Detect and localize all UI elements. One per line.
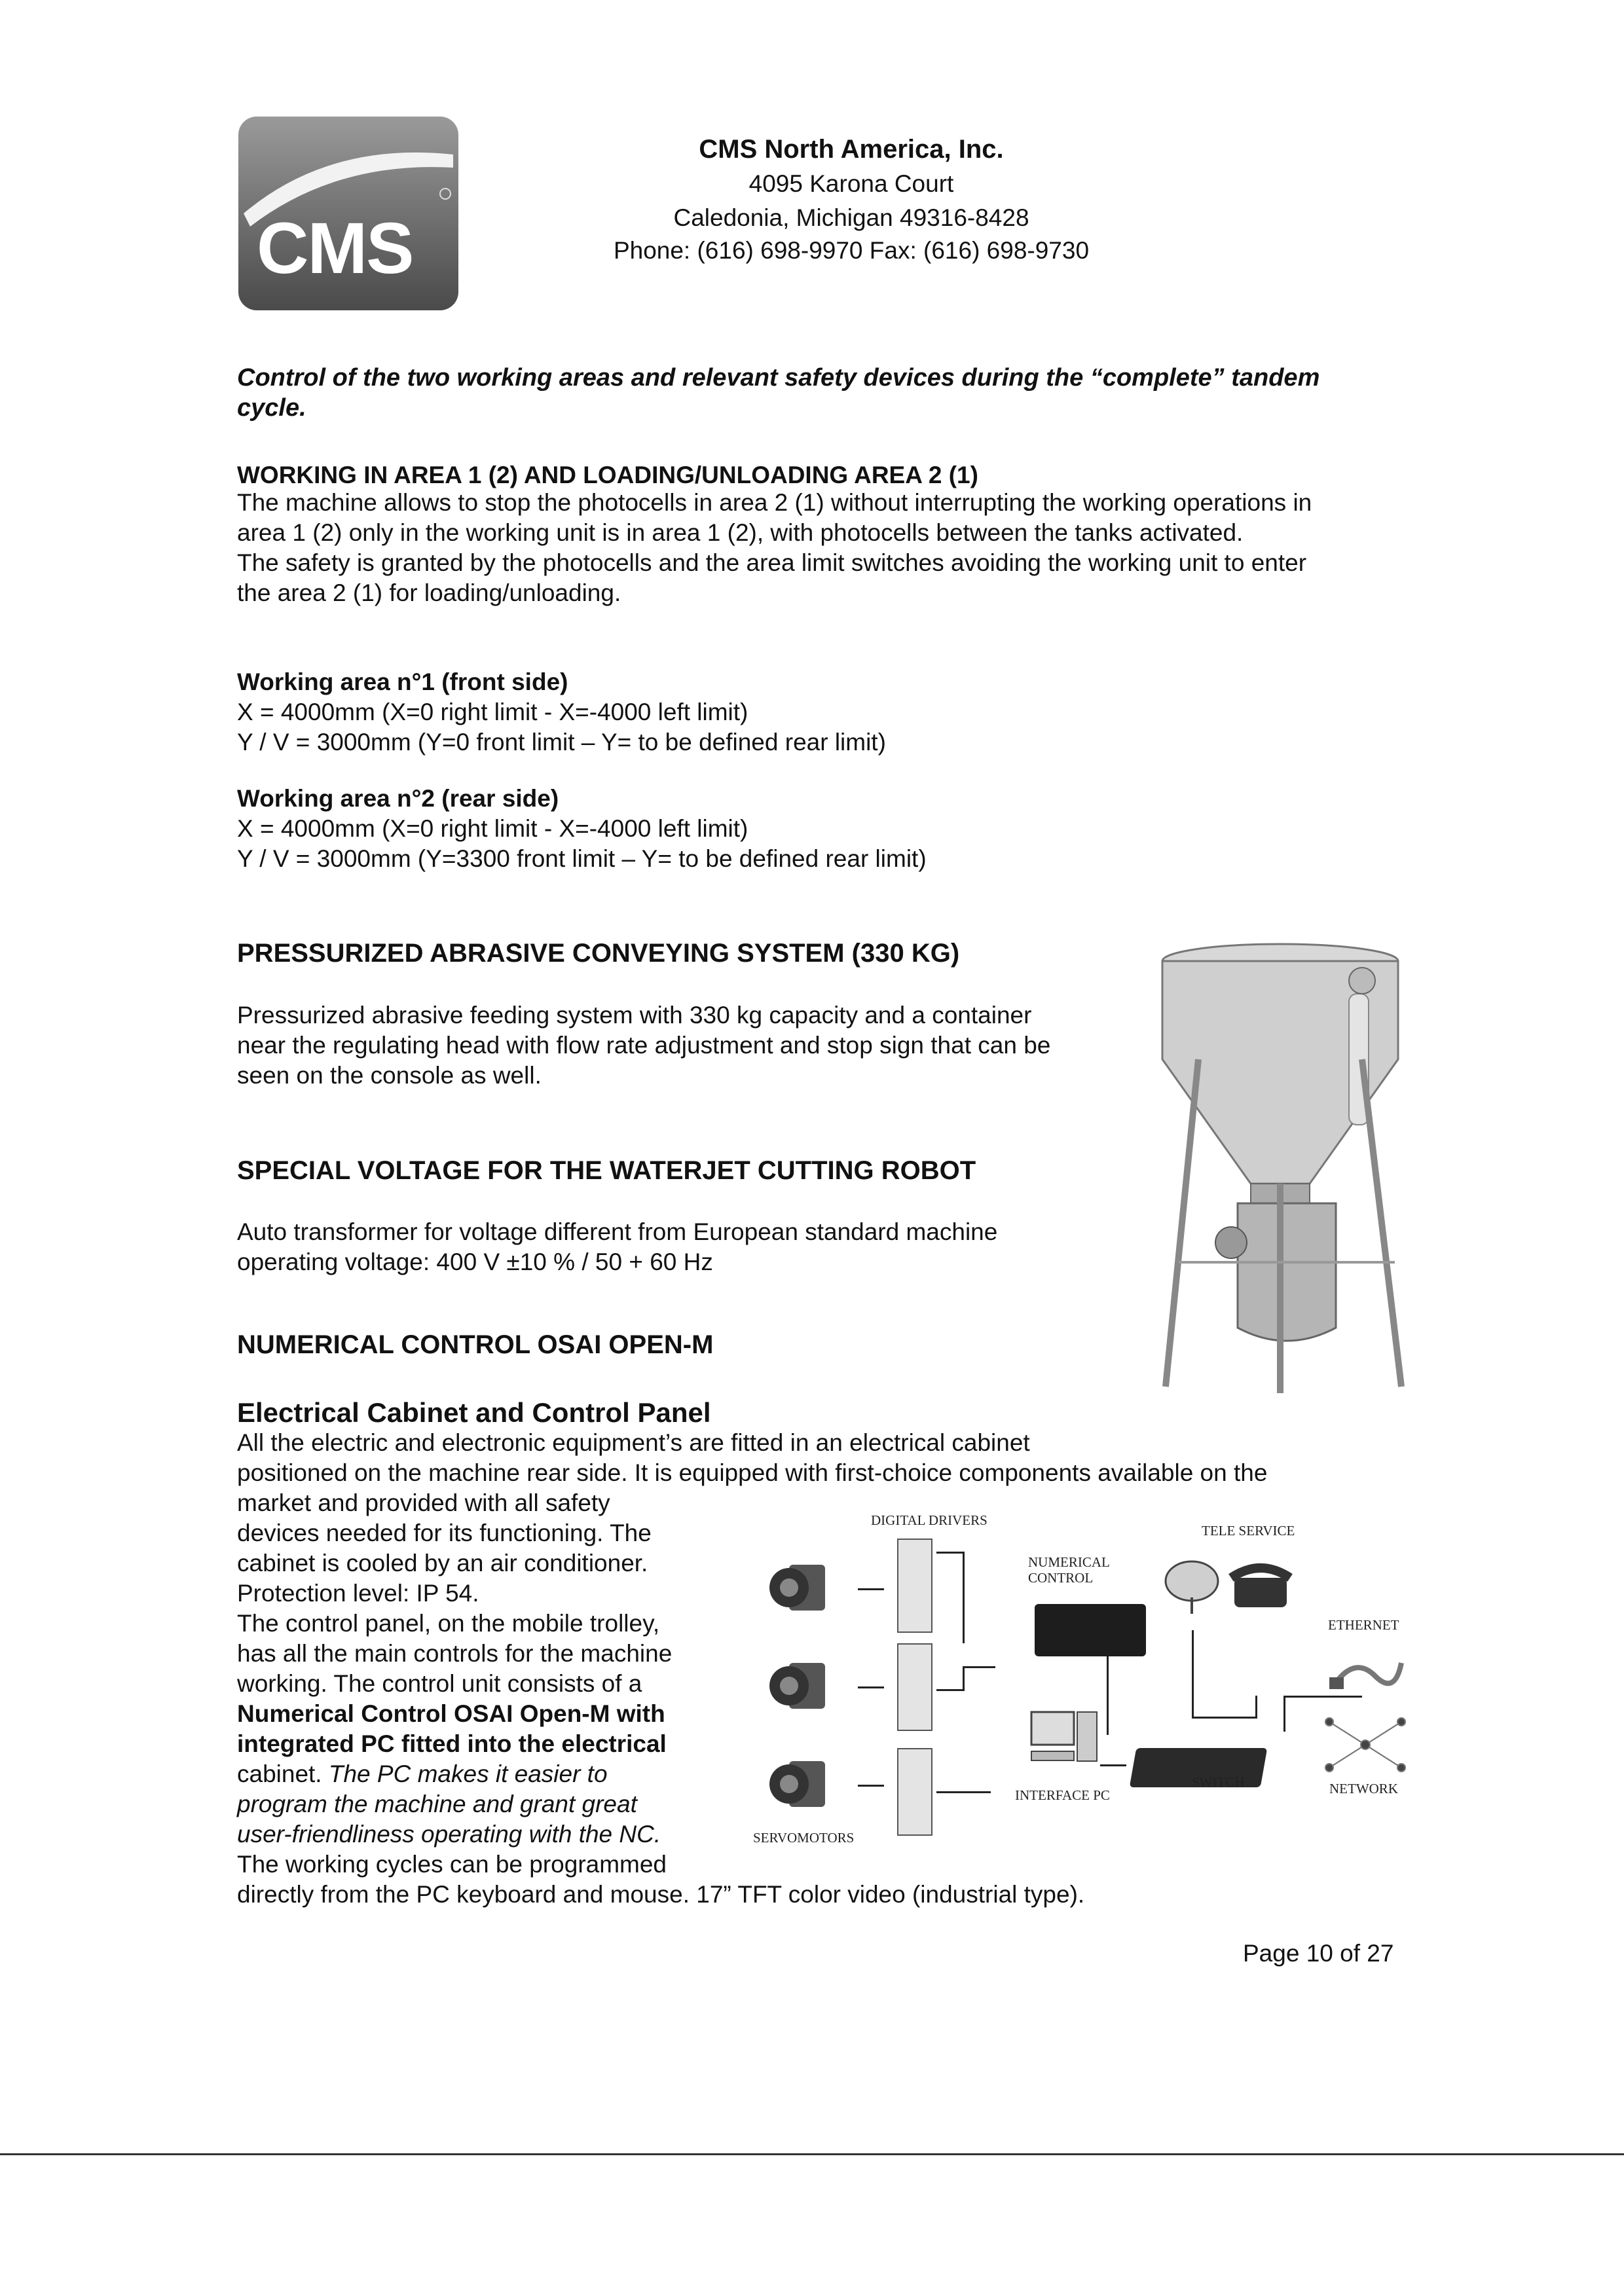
ethernet-cable-icon xyxy=(1329,1643,1408,1702)
ethernet-label: ETHERNET xyxy=(1328,1617,1399,1633)
area2-y: Y / V = 3000mm (Y=3300 front limit – Y= to be defined rear limit) xyxy=(237,845,927,872)
abrasive-heading: PRESSURIZED ABRASIVE CONVEYING SYSTEM (330 KG) xyxy=(237,939,960,968)
working-line-4: the area 2 (1) for loading/unloading. xyxy=(237,579,621,606)
intro-line-1: Control of the two working areas and relevant safety devices during the “complete” tandem xyxy=(237,364,1320,392)
satellite-dish-icon xyxy=(1159,1552,1225,1617)
digital-driver-icon xyxy=(897,1748,932,1836)
logo-text: CMS xyxy=(257,208,413,289)
system-diagram xyxy=(740,1499,1447,1866)
company-address-city: Caledonia, Michigan 49316-8428 xyxy=(673,204,1029,231)
digital-driver-icon xyxy=(897,1539,932,1633)
cabinet-mixed-start: cabinet. xyxy=(237,1760,329,1787)
nc-heading: NUMERICAL CONTROL OSAI OPEN-M xyxy=(237,1330,714,1359)
area2-title: Working area n°2 (rear side) xyxy=(237,785,559,812)
telephone-icon xyxy=(1228,1558,1293,1611)
cabinet-bold-line-1: Numerical Control OSAI Open-M with xyxy=(237,1700,665,1727)
intro-line-2: cycle. xyxy=(237,394,306,422)
abrasive-line-2: near the regulating head with flow rate adjustment and stop sign that can be xyxy=(237,1032,1051,1059)
company-phone-fax: Phone: (616) 698-9970 Fax: (616) 698-9730 xyxy=(613,237,1090,264)
cabinet-line-12 xyxy=(237,1758,608,1789)
cabinet-line-5: cabinet is cooled by an air conditioner. xyxy=(237,1550,648,1576)
cabinet-line-3: market and provided with all safety xyxy=(237,1489,610,1516)
switch-label: SWITCH xyxy=(1192,1774,1245,1790)
abrasive-line-1: Pressurized abrasive feeding system with 330 kg capacity and a container xyxy=(237,1002,1032,1029)
area1-y: Y / V = 3000mm (Y=0 front limit – Y= to be defined rear limit) xyxy=(237,729,886,756)
area1-title: Working area n°1 (front side) xyxy=(237,668,568,695)
cabinet-line-8: has all the main controls for the machine xyxy=(237,1640,673,1667)
working-line-1: The machine allows to stop the photocells in area 2 (1) without interrupting the working operations in xyxy=(237,489,1312,516)
cabinet-line-16: directly from the PC keyboard and mouse. 17” TFT color video (industrial type). xyxy=(237,1881,1085,1908)
voltage-line-1: Auto transformer for voltage different from European standard machine xyxy=(237,1218,998,1245)
digital-drivers-label: DIGITAL DRIVERS xyxy=(871,1512,987,1528)
working-heading: WORKING IN AREA 1 (2) AND LOADING/UNLOADING AREA 2 (1) xyxy=(237,462,978,488)
numerical-control-label-2: CONTROL xyxy=(1028,1570,1094,1586)
company-address-street: 4095 Karona Court xyxy=(748,170,954,197)
digital-driver-icon xyxy=(897,1643,932,1731)
interface-pc-icon xyxy=(1028,1709,1100,1768)
cabinet-italic-line-2: program the machine and grant great xyxy=(237,1791,637,1817)
cabinet-line-9: working. The control unit consists of a xyxy=(237,1670,642,1697)
working-line-3: The safety is granted by the photocells and the area limit switches avoiding the working unit to enter xyxy=(237,549,1307,576)
network-icon xyxy=(1316,1709,1414,1781)
cabinet-line-2: positioned on the machine rear side. It is equipped with first-choice components available on the xyxy=(237,1459,1268,1486)
servomotor-icon xyxy=(766,1650,832,1722)
cabinet-line-7: The control panel, on the mobile trolley, xyxy=(237,1610,660,1637)
servomotors-label: SERVOMOTORS xyxy=(753,1830,855,1846)
working-line-2: area 1 (2) only in the working unit is in area 1 (2), with photocells between the tanks activated. xyxy=(237,519,1244,546)
company-logo xyxy=(237,115,460,312)
cabinet-line-1: All the electric and electronic equipment’s are fitted in an electrical cabinet xyxy=(237,1429,1030,1456)
area1-x: X = 4000mm (X=0 right limit - X=-4000 left limit) xyxy=(237,699,748,725)
company-name: CMS North America, Inc. xyxy=(699,135,1004,164)
numerical-control-label-1: NUMERICAL xyxy=(1028,1554,1110,1570)
page-number: Page 10 of 27 xyxy=(1243,1940,1394,1967)
cabinet-line-6: Protection level: IP 54. xyxy=(237,1580,479,1607)
abrasive-hopper-image xyxy=(1139,935,1421,1400)
servomotor-icon xyxy=(766,1552,832,1624)
cabinet-italic-line-1: The PC makes it easier to xyxy=(328,1760,608,1787)
interface-pc-label: INTERFACE PC xyxy=(1015,1787,1110,1803)
voltage-line-2: operating voltage: 400 V ±10 % / 50 + 60 Hz xyxy=(237,1248,713,1275)
cabinet-heading: Electrical Cabinet and Control Panel xyxy=(237,1397,711,1428)
area2-x: X = 4000mm (X=0 right limit - X=-4000 left limit) xyxy=(237,815,748,842)
cabinet-bold-line-2: integrated PC fitted into the electrical xyxy=(237,1730,667,1757)
numerical-control-unit-icon xyxy=(1035,1604,1146,1656)
cabinet-italic-line-3: user-friendliness operating with the NC. xyxy=(237,1821,661,1848)
cabinet-line-4: devices needed for its functioning. The xyxy=(237,1520,652,1546)
abrasive-line-3: seen on the console as well. xyxy=(237,1062,542,1089)
tele-service-label: TELE SERVICE xyxy=(1202,1523,1295,1539)
servomotor-icon xyxy=(766,1748,832,1820)
voltage-heading: SPECIAL VOLTAGE FOR THE WATERJET CUTTING ROBOT xyxy=(237,1156,976,1185)
network-label: NETWORK xyxy=(1329,1781,1398,1796)
footer-rule xyxy=(0,2153,1624,2155)
cabinet-line-15: The working cycles can be programmed xyxy=(237,1851,667,1878)
